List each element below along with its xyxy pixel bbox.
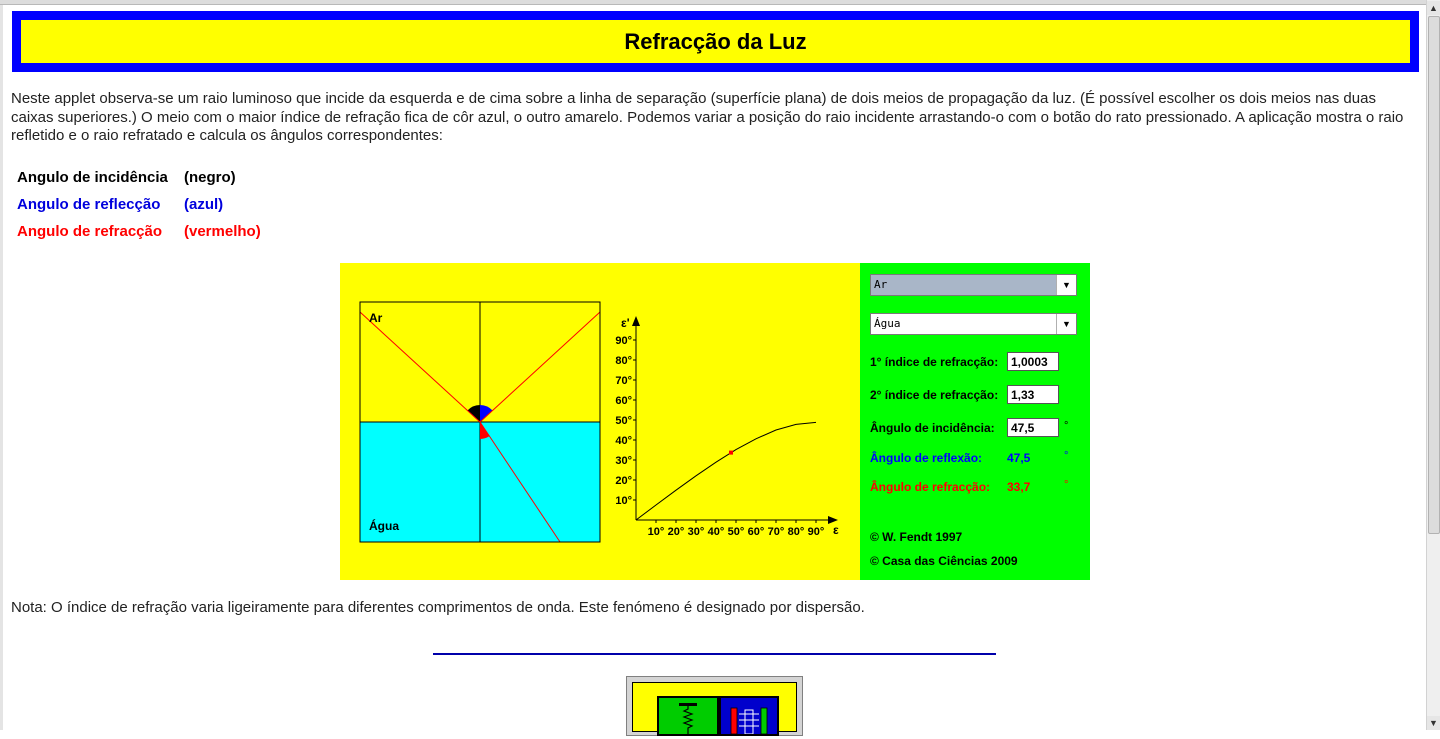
- casa-ciencias-logo[interactable]: [626, 676, 803, 736]
- credit-fendt: © W. Fendt 1997: [870, 530, 963, 544]
- current-angle-marker: [729, 451, 733, 455]
- logo-green-panel: [657, 696, 719, 736]
- title-box: [21, 20, 1410, 63]
- y-tick-label: 80°: [615, 355, 632, 367]
- reflection-value: 47,5: [1007, 451, 1031, 465]
- medium2-select[interactable]: [870, 313, 1077, 335]
- spring-icon: [659, 698, 717, 734]
- legend-reflection-color: (azul): [184, 196, 224, 213]
- chevron-down-icon[interactable]: ▼: [1056, 314, 1076, 334]
- x-tick-label: 70°: [767, 526, 785, 538]
- y-tick-label: 50°: [615, 415, 632, 427]
- dispersion-note: Nota: O índice de refração varia ligeiramente para diferentes comprimentos de onda. Este fenómeno é designado por dispersão.: [11, 599, 865, 616]
- legend-incidence-color: (negro): [184, 169, 236, 186]
- horizontal-divider: [433, 653, 996, 655]
- y-tick-label: 20°: [615, 475, 632, 487]
- y-tick-label: 30°: [615, 455, 632, 467]
- x-tick-label: 80°: [787, 526, 805, 538]
- x-tick-label: 60°: [747, 526, 765, 538]
- title-banner: [12, 11, 1419, 72]
- legend-refraction-label: Angulo de refracção: [17, 223, 163, 240]
- page-title: Refracção da Luz: [624, 28, 807, 54]
- applet-canvas[interactable]: [340, 263, 860, 580]
- x-tick-label: 30°: [687, 526, 705, 538]
- refraction-chart: [615, 316, 839, 538]
- logo-frame: [632, 682, 797, 732]
- legend-refraction: [17, 223, 261, 240]
- medium-top-label: Ar: [369, 311, 383, 325]
- n1-input[interactable]: [1007, 352, 1059, 371]
- refraction-applet[interactable]: [340, 263, 1090, 580]
- x-tick-label: 50°: [727, 526, 745, 538]
- y-tick-label: 60°: [615, 395, 632, 407]
- test-tubes-icon: [721, 698, 777, 734]
- medium1-select[interactable]: [870, 274, 1077, 296]
- refraction-value: 33,7: [1007, 480, 1031, 494]
- incidence-unit: °: [1064, 420, 1069, 432]
- x-axis-label: ε: [833, 523, 839, 537]
- medium1-value: Ar: [874, 278, 888, 291]
- incidence-label: Ângulo de incidência:: [870, 421, 995, 435]
- medium-bottom-label: Água: [369, 519, 399, 533]
- y-tick-label: 10°: [615, 495, 632, 507]
- y-tick-label: 40°: [615, 435, 632, 447]
- browser-top-strip: [0, 0, 1426, 5]
- refraction-label: Ângulo de refracção:: [870, 480, 991, 494]
- intro-paragraph: Neste applet observa-se um raio luminoso que incide da esquerda e de cima sobre a linha de separação (superfície plana) de dois meios de propagação da luz. (É possível escolher os dois meios nas duas caixas superiores.) O meio com o maior índice de refração fica de côr azul, o outro amarelo. Podemos variar a posição do raio incidente arrastando-o com o botão do rato pressionado. A aplicação mostra o raio refletido e o raio refratado e calcula os ângulos correspondentes:: [11, 90, 1404, 144]
- legend-incidence: [17, 169, 236, 186]
- scroll-down-icon[interactable]: ▼: [1427, 716, 1440, 730]
- x-tick-label: 90°: [807, 526, 825, 538]
- browser-left-edge: [0, 5, 3, 730]
- legend-incidence-label: Angulo de incidência: [17, 169, 168, 186]
- y-axis-arrow-icon: [632, 316, 640, 326]
- legend-reflection-label: Angulo de reflecção: [17, 196, 161, 213]
- x-tick-label: 40°: [707, 526, 725, 538]
- y-tick-label: 90°: [615, 335, 632, 347]
- refraction-unit: °: [1064, 479, 1069, 491]
- n2-input[interactable]: [1007, 385, 1059, 404]
- medium2-value: Água: [874, 317, 901, 330]
- x-tick-label: 20°: [667, 526, 685, 538]
- n1-label: 1° índice de refracção:: [870, 355, 999, 369]
- y-tick-label: 70°: [615, 375, 632, 387]
- refraction-diagram[interactable]: [360, 302, 600, 542]
- credit-casa: © Casa das Ciências 2009: [870, 554, 1018, 568]
- chevron-down-icon[interactable]: ▼: [1056, 275, 1076, 295]
- x-tick-label: 10°: [647, 526, 665, 538]
- incidence-input[interactable]: [1007, 418, 1059, 437]
- legend-reflection: [17, 196, 224, 213]
- reflection-label: Ângulo de reflexão:: [870, 451, 983, 465]
- n2-label: 2° índice de refracção:: [870, 388, 999, 402]
- refraction-curve: [636, 422, 816, 520]
- legend-refraction-color: (vermelho): [184, 223, 261, 240]
- reflection-unit: °: [1064, 450, 1069, 462]
- y-axis-label: ε': [621, 316, 630, 330]
- scroll-up-icon[interactable]: ▲: [1427, 1, 1440, 15]
- logo-blue-panel: [719, 696, 779, 736]
- scrollbar-thumb[interactable]: [1428, 16, 1440, 534]
- control-panel: [860, 263, 1090, 580]
